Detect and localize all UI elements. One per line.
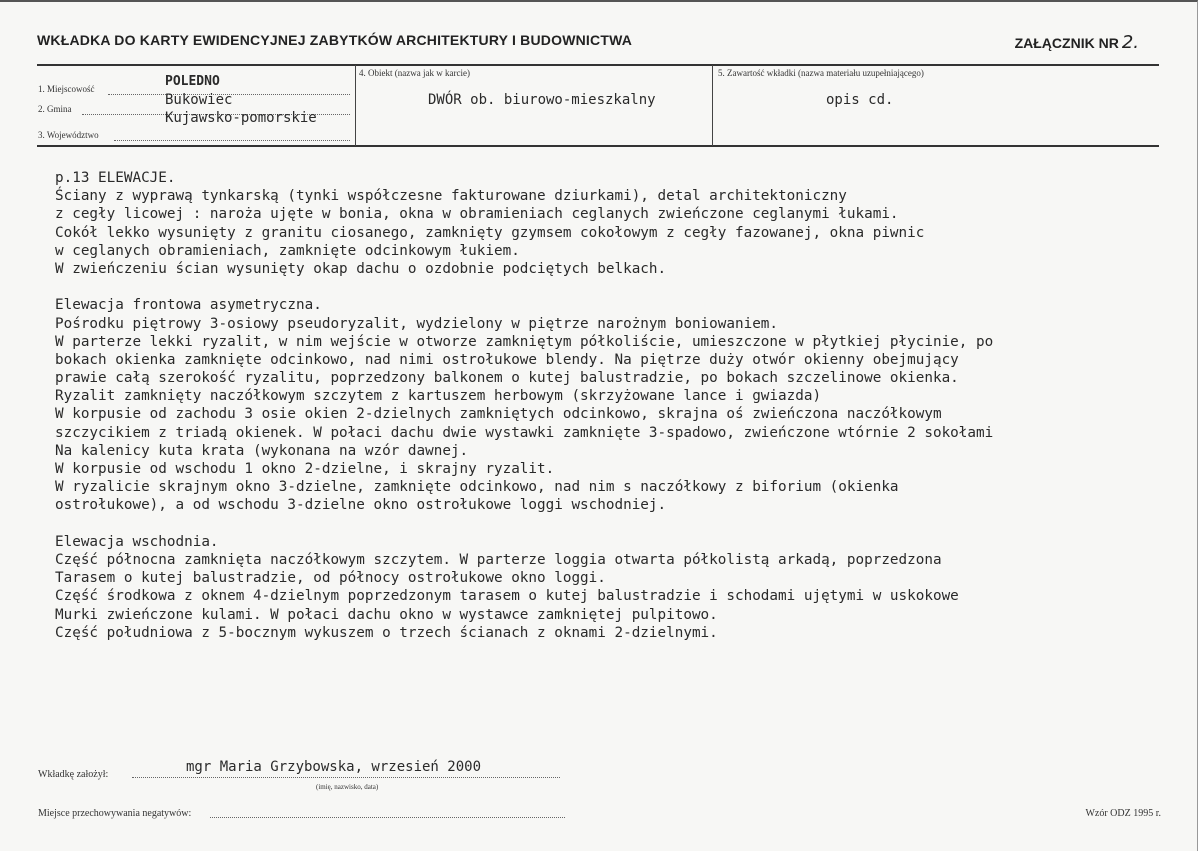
text-line	[55, 278, 1175, 296]
miejscowosc-value: POLEDNO	[165, 74, 220, 89]
text-line: Tarasem o kutej balustradzie, od północy ostrołukowe okno loggi.	[55, 570, 606, 587]
text-line: Cokół lekko wysunięty z granitu ciosanego, zamknięty gzymsem cokołowym z cegły fazowanej, okna piwnic	[55, 224, 925, 241]
text-line: szczycikiem z triadą okienek. W połaci dachu dwie wystawki zamknięte 3-spadowo, zwieńczone wtórnie 2 sokołami	[55, 424, 994, 441]
header-box-top-rule	[37, 64, 1159, 66]
text-line	[55, 515, 1175, 533]
text-line: Elewacja frontowa asymetryczna.	[55, 297, 322, 314]
text-line: Część północna zamknięta naczółkowym szczytem. W parterze loggia otwarta półkolistą arkadą, poprzedzona	[55, 551, 942, 568]
text-line: w ceglanych obramieniach, zamknięte odcinkowym łukiem.	[55, 242, 520, 259]
text-line: z cegły licowej : naroża ujęte w bonia, okna w obramieniach ceglanych zwieńczone ceglanymi łukami.	[55, 206, 899, 223]
author-label: Wkładkę założył:	[38, 769, 109, 780]
obiekt-value: DWÓR ob. biurowo-mieszkalny	[428, 92, 656, 108]
zawartosc-value: opis cd.	[826, 92, 894, 108]
text-line: Na kalenicy kuta krata (wykonana na wzór dawnej.	[55, 442, 469, 459]
text-line: p.13 ELEWACJE.	[55, 170, 176, 186]
storage-dotted-line	[210, 817, 565, 818]
text-line: Elewacja wschodnia.	[55, 533, 219, 550]
text-line: Ściany z wyprawą tynkarską (tynki współczesne fakturowane dziurkami), detal architektoniczny	[55, 188, 847, 205]
annex-label: ZAŁĄCZNIK NR	[1014, 35, 1119, 51]
author-dotted-line	[132, 777, 560, 778]
header-divider-2	[712, 65, 713, 146]
text-line: Część południowa z 5-bocznym wykuszem o trzech ścianach z oknami 2-dzielnymi.	[55, 624, 718, 641]
text-line: prawie całą szerokość ryzalitu, poprzedzony balkonem o kutej balustradzie, po bokach szczelinowe okienka.	[55, 370, 959, 387]
annex-handwritten-number: 2.	[1121, 32, 1139, 53]
text-line: W zwieńczeniu ścian wysunięty okap dachu o ozdobnie podciętych belkach.	[55, 260, 667, 277]
gmina-value: Bukowiec	[165, 92, 233, 108]
header-box-bottom-rule	[37, 145, 1159, 147]
form-id: Wzór ODZ 1995 r.	[1085, 808, 1161, 819]
form-title: WKŁADKA DO KARTY EWIDENCYJNEJ ZABYTKÓW ARCHITEKTURY I BUDOWNICTWA	[37, 32, 633, 48]
obiekt-label: 4. Obiekt (nazwa jak w karcie)	[359, 68, 470, 78]
text-line: W ryzalicie skrajnym okno 3-dzielne, zamknięte odcinkowo, nad nim s naczółkowy z biforium (okienka	[55, 479, 899, 496]
text-line: W korpusie od zachodu 3 osie okien 2-dzielnych zamkniętych odcinkowo, skrajna oś zwieńczona naczółkowym	[55, 406, 942, 423]
annex-number	[1015, 32, 1139, 53]
gmina-label: 2. Gmina	[38, 104, 72, 114]
storage-label: Miejsce przechowywania negatywów:	[38, 808, 192, 819]
author-hint: (imię, nazwisko, data)	[316, 783, 379, 791]
text-line: Część środkowa z oknem 4-dzielnym poprzedzonym tarasem o kutej balustradzie i schodami ujętymi w uskokowe	[55, 588, 959, 605]
text-line: W parterze lekki ryzalit, w nim wejście w otworze zamkniętym półkoliście, umieszczone w płytkiej płycinie, po	[55, 333, 994, 350]
text-line: ostrołukowe), a od wschodu 3-dzielne okno ostrołukowe loggi wschodniej.	[55, 497, 667, 514]
text-line: Pośrodku piętrowy 3-osiowy pseudoryzalit, wydzielony w piętrze narożnym boniowaniem.	[55, 315, 779, 332]
wojewodztwo-value: Kujawsko-pomorskie	[165, 110, 317, 126]
text-line: Ryzalit zamknięty naczółkowym szczytem z kartuszem herbowym (skrzyżowane lance i gwiazda)	[55, 388, 822, 405]
miejscowosc-label: 1. Miejscowość	[38, 84, 95, 94]
wojewodztwo-dotted-line	[114, 140, 350, 141]
text-line: Murki zwieńczone kulami. W połaci dachu okno w wystawce zamkniętej pulpitowo.	[55, 606, 718, 623]
description-text	[55, 169, 1175, 642]
author-value: mgr Maria Grzybowska, wrzesień 2000	[186, 759, 482, 775]
wojewodztwo-label: 3. Województwo	[38, 130, 99, 140]
header-divider-1	[355, 65, 356, 146]
text-line: bokach okienka zamknięte odcinkowo, nad nimi ostrołukowe blendy. Na piętrze duży otwór okienny obejmujący	[55, 351, 959, 368]
text-line: W korpusie od wschodu 1 okno 2-dzielne, i skrajny ryzalit.	[55, 461, 555, 477]
zawartosc-label: 5. Zawartość wkładki (nazwa materiału uzupełniającego)	[718, 68, 924, 78]
